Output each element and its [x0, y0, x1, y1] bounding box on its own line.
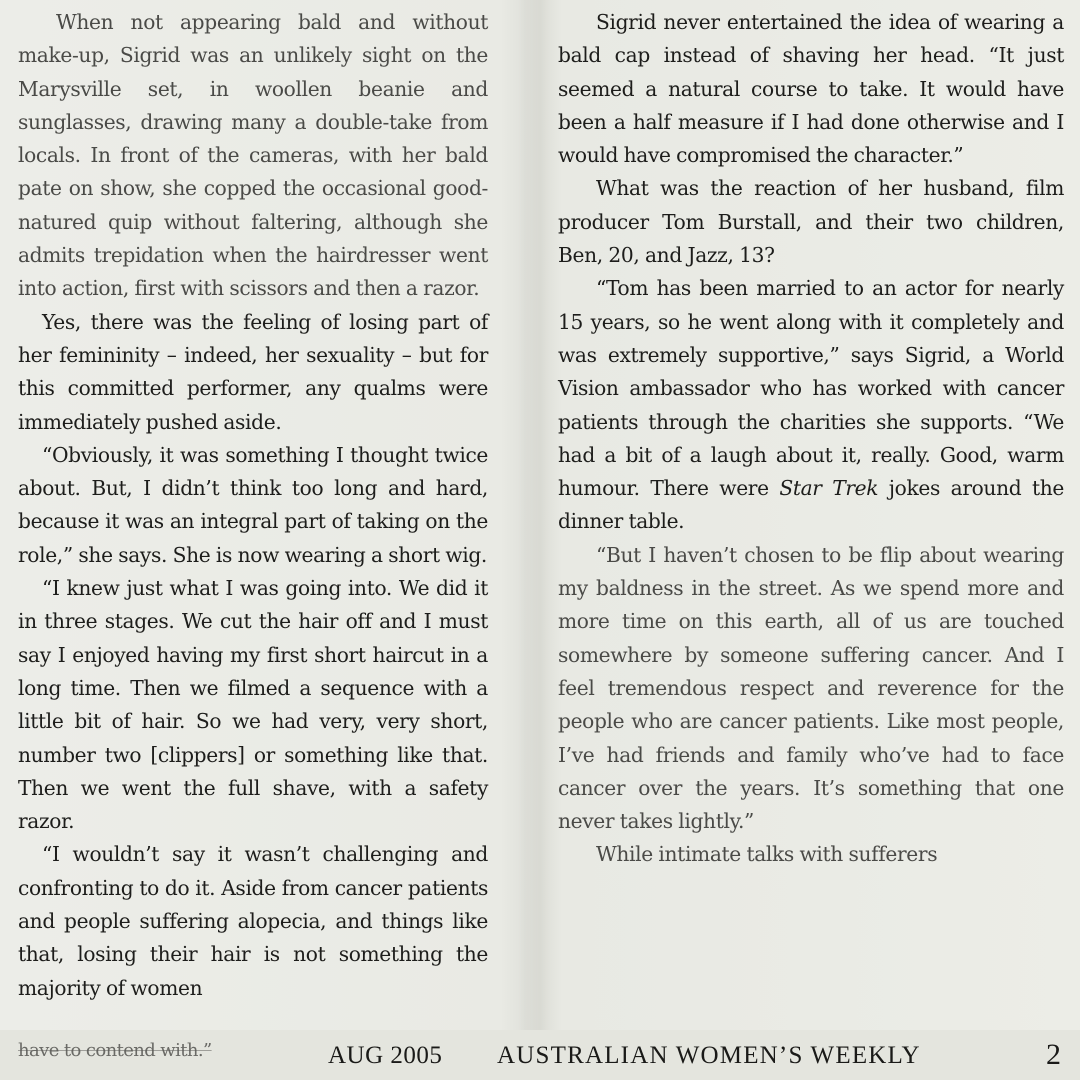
paragraph-text-end: jokes around the dinner table. [558, 476, 1064, 534]
issue-date: AUG 2005 [328, 1042, 443, 1069]
paragraph: “Obviously, it was something I thought twice about. But, I didn’t think too long and hard, because it was an integral part of taking on the role,” she says. She is now wearing a short wig. [18, 442, 488, 567]
paragraph: While intimate talks with sufferers [596, 842, 938, 867]
page-number: 2 [1046, 1038, 1061, 1071]
paragraph: “I knew just what I was going into. We did it in three stages. We cut the hair off and I must say I enjoyed having my first short haircut in a long time. Then we filmed a sequence with a little bit of hair. So we had very, very short, number two [clippers] or something like that. Then we went the full shave, with a safety razor. [18, 576, 488, 834]
paragraph: When not appearing bald and without make-up, Sigrid was an unlikely sight on the Marysville set, in woollen beanie and sunglasses, drawing many a double-take from locals. In front of the cameras, with her bald pate on show, she copped the occasional good-natured quip without faltering, although she admits trepidation when the hairdresser went into action, first with scissors and then a razor. [18, 10, 488, 301]
page-gutter [500, 0, 550, 1030]
show-title: Star Trek [779, 476, 879, 501]
article-left-column [18, 6, 488, 1005]
article-continuation-line: have to contend with.” [18, 1040, 212, 1061]
magazine-title: AUSTRALIAN WOMEN’S WEEKLY [497, 1042, 921, 1069]
paragraph: What was the reaction of her husband, film producer Tom Burstall, and their two children, Ben, 20, and Jazz, 13? [558, 176, 1064, 268]
article-right-column [558, 6, 1064, 872]
paragraph-with-title [558, 272, 1064, 538]
paragraph: Yes, there was the feeling of losing part of her femininity – indeed, her sexuality – but for this committed performer, any qualms were immediately pushed aside. [18, 309, 488, 434]
paragraph-text: “Tom has been married to an actor for nearly 15 years, so he went along with it completely and was extremely supportive,” says Sigrid, a World Vision ambassador who has worked with cancer patients through the charities she supports. “We had a bit of a laugh about it, really. Good, warm humour. There were [558, 276, 1064, 501]
paragraph: “But I haven’t chosen to be flip about wearing my baldness in the street. As we spend more and more time on this earth, all of us are touched somewhere by someone suffering cancer. And I feel tremendous respect and reverence for the people who are cancer patients. Like most people, I’ve had friends and family who’ve had to face cancer over the years. It’s something that one never takes lightly.” [558, 542, 1064, 834]
paragraph: Sigrid never entertained the idea of wearing a bald cap instead of shaving her head. “It just seemed a natural course to take. It would have been a half measure if I had done otherwise and I would have compromised the character.” [558, 10, 1064, 168]
paragraph: “I wouldn’t say it wasn’t challenging and confronting to do it. Aside from cancer patients and people suffering alopecia, and things like that, losing their hair is not something the majority of women [18, 842, 488, 1000]
